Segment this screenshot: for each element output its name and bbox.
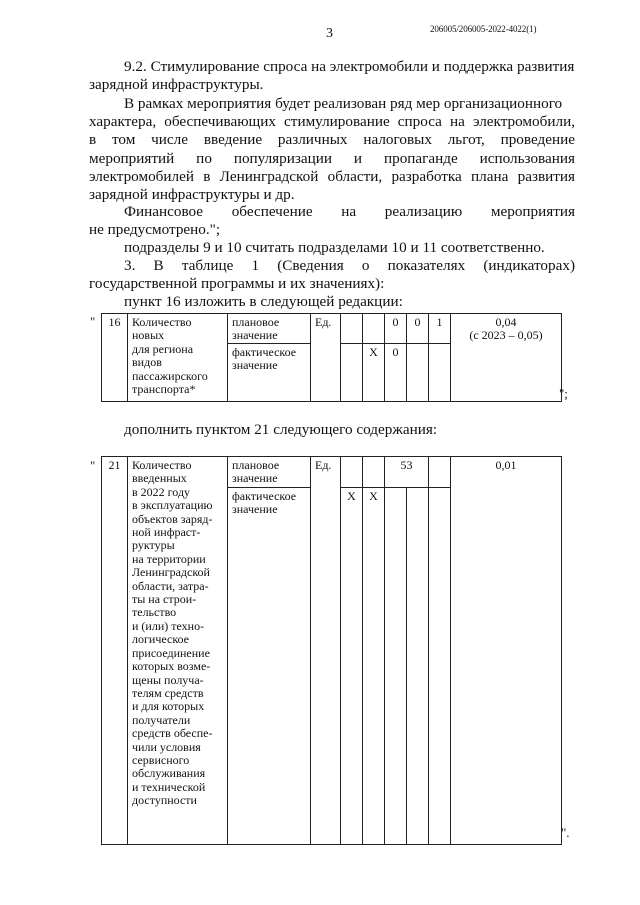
plan-value xyxy=(363,457,385,488)
paragraph-line: Финансовое обеспечение на реализацию мероприятия xyxy=(124,203,575,220)
item16-intro: пункт 16 изложить в следующей редакции: xyxy=(124,293,403,310)
name-line: и (или) техно- xyxy=(132,618,205,633)
fact-value xyxy=(429,488,451,845)
name-line: на территории xyxy=(132,551,206,566)
name-line: и технической xyxy=(132,779,206,794)
plan-value xyxy=(429,457,451,488)
unit: Ед. xyxy=(311,314,341,402)
name-line: пассажирского xyxy=(132,368,208,383)
label-line: фактическое xyxy=(232,489,297,503)
name-line: и для которых xyxy=(132,699,205,714)
plan-value: 0 xyxy=(385,314,407,344)
name-line: ты на строи- xyxy=(132,592,197,607)
name-line: чили условия xyxy=(132,739,201,754)
plan-value: 0 xyxy=(407,314,429,344)
name-line: телям средств xyxy=(132,685,204,700)
item3-line: 3. В таблице 1 (Сведения о показателях (индикаторах) xyxy=(124,257,575,274)
item3-line: государственной программы и их значениях): xyxy=(89,275,385,292)
name-line: объектов заряд- xyxy=(132,511,213,526)
fact-value: Х xyxy=(341,488,363,845)
paragraph-line: электромобилей в Ленинградской области, разработка плана развития xyxy=(89,168,575,185)
name-line: в эксплуатацию xyxy=(132,498,213,513)
label-line: значение xyxy=(232,502,278,517)
name-line: получатели xyxy=(132,712,191,727)
name-line: сервисного xyxy=(132,752,190,767)
name-line: транспорта* xyxy=(132,382,196,397)
open-quote: " xyxy=(90,314,96,329)
name-line: Количество xyxy=(132,458,192,472)
plan-value xyxy=(341,457,363,488)
plan-label xyxy=(228,314,311,344)
fact-value xyxy=(341,344,363,402)
target-value: 0,01 xyxy=(451,457,562,845)
plan-value: 1 xyxy=(429,314,451,344)
label-line: значение xyxy=(232,328,278,343)
name-line: в 2022 году xyxy=(132,484,191,499)
target-line: (с 2023 – 0,05) xyxy=(469,328,543,343)
fact-value: 0 xyxy=(385,344,407,402)
paragraph-line: в том числе введение различных налоговых льгот, проведение xyxy=(89,131,575,148)
paragraph-line: мероприятий по популяризации и пропаганде использования xyxy=(89,150,575,167)
name-line: Ленинградской xyxy=(132,565,210,580)
renumber-note: подразделы 9 и 10 считать подразделами 10 и 11 соответственно. xyxy=(124,239,545,256)
name-line: щены получа- xyxy=(132,672,204,687)
open-quote: " xyxy=(90,458,96,473)
fact-value: Х xyxy=(363,344,385,402)
close-quote: ". xyxy=(561,825,570,840)
target-value xyxy=(451,314,562,402)
paragraph-line: не предусмотрено."; xyxy=(89,221,221,238)
row-number: 21 xyxy=(102,457,128,845)
label-line: значение xyxy=(232,358,278,373)
name-line: Количество xyxy=(132,315,192,329)
close-quote: "; xyxy=(559,386,568,401)
indicator-name xyxy=(128,314,228,402)
name-line: которых возме- xyxy=(132,659,211,674)
label-line: плановое xyxy=(232,458,280,472)
name-line: обслуживания xyxy=(132,766,206,781)
document-code: 206005/206005-2022-4022(1) xyxy=(430,24,537,34)
name-line: видов xyxy=(132,355,162,370)
unit: Ед. xyxy=(311,457,341,845)
fact-label xyxy=(228,344,311,402)
name-line: присоединение xyxy=(132,645,210,660)
label-line: плановое xyxy=(232,315,280,329)
page-number: 3 xyxy=(326,26,333,41)
indicator-table-21 xyxy=(101,456,562,845)
name-line: введенных xyxy=(132,471,187,486)
name-line: руктуры xyxy=(132,538,175,553)
fact-value xyxy=(407,488,429,845)
section-title: 9.2. Стимулирование спроса на электромобили и поддержка развития xyxy=(124,58,575,75)
paragraph-line: зарядной инфраструктуры и др. xyxy=(89,186,295,203)
plan-value xyxy=(363,314,385,344)
name-line: области, затра- xyxy=(132,578,209,593)
fact-value xyxy=(385,488,407,845)
target-line: 0,04 xyxy=(495,315,517,329)
plan-label xyxy=(228,457,311,488)
section-title-cont: зарядной инфраструктуры. xyxy=(89,76,264,93)
fact-label xyxy=(228,488,311,845)
name-line: доступности xyxy=(132,793,197,808)
paragraph-line: характера, обеспечивающих стимулирование спроса на электромобили, xyxy=(89,113,575,130)
name-line: средств обеспе- xyxy=(132,726,213,741)
name-line: для региона xyxy=(132,341,194,356)
name-line: логическое xyxy=(132,632,190,647)
name-line: ной инфраст- xyxy=(132,525,201,540)
label-line: значение xyxy=(232,471,278,486)
indicator-table-16 xyxy=(101,313,562,402)
name-line: тельство xyxy=(132,605,177,620)
plan-value: 53 xyxy=(385,457,429,488)
name-line: новых xyxy=(132,328,165,343)
fact-value xyxy=(429,344,451,402)
paragraph-line: В рамках мероприятия будет реализован ряд мер организационного xyxy=(124,95,563,112)
plan-value xyxy=(341,314,363,344)
label-line: фактическое xyxy=(232,345,297,359)
fact-value: Х xyxy=(363,488,385,845)
row-number: 16 xyxy=(102,314,128,402)
item21-intro: дополнить пунктом 21 следующего содержания: xyxy=(124,421,438,438)
fact-value xyxy=(407,344,429,402)
indicator-name xyxy=(128,457,228,845)
